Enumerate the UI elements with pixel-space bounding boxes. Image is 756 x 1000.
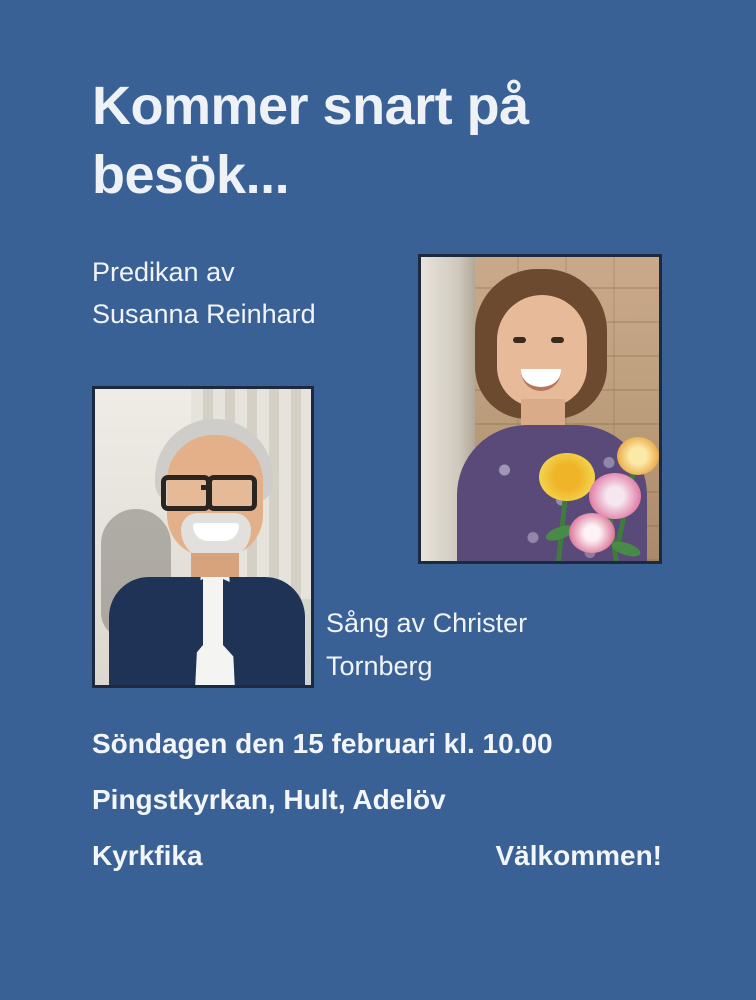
event-footer: [92, 842, 662, 870]
photo-christer-tornberg: [92, 386, 314, 688]
singer-block: [326, 602, 656, 688]
event-venue: Pingstkyrkan, Hult, Adelöv: [92, 784, 446, 815]
singer-intro-line: Sång av Christer: [326, 608, 528, 638]
eyeglasses-right-lens: [207, 475, 257, 511]
preacher-name-line: Susanna Reinhard: [92, 298, 316, 329]
smile-shape: [193, 523, 239, 541]
photo-susanna-illustration: [421, 257, 659, 561]
photo-christer-illustration: [95, 389, 311, 685]
singer-name-line: Tornberg: [326, 651, 433, 682]
flower-blossom: [539, 453, 595, 501]
event-fika: Kyrkfika: [92, 840, 203, 871]
right-eye: [551, 337, 564, 343]
event-welcome: Välkommen!: [495, 840, 662, 871]
photo-susanna-reinhard: [418, 254, 662, 564]
flower-blossom: [569, 513, 615, 553]
flower-blossom: [589, 473, 641, 519]
page-title: Kommer snart på besök...: [92, 76, 529, 206]
flower-blossom: [617, 437, 659, 475]
event-details: [92, 730, 672, 898]
preacher-block: [92, 252, 432, 336]
eyeglasses-left-lens: [161, 475, 211, 511]
left-eye: [513, 337, 526, 343]
eyeglasses-bridge: [201, 485, 211, 490]
event-datetime: Söndagen den 15 februari kl. 10.00: [92, 728, 553, 759]
preacher-intro-line: Predikan av: [92, 257, 235, 287]
